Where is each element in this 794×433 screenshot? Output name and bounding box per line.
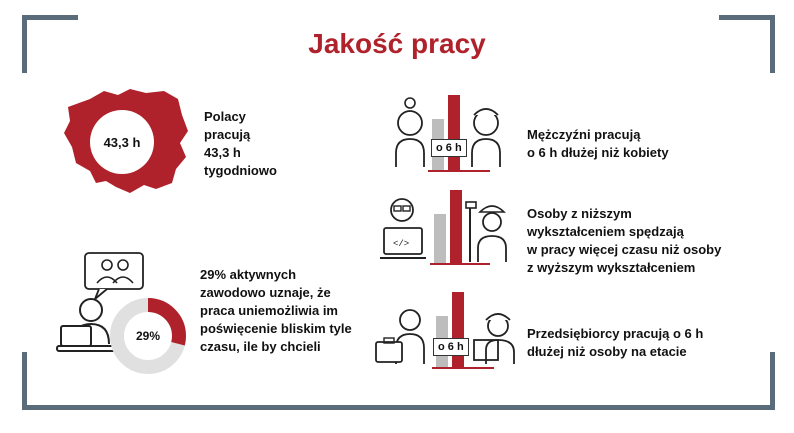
svg-text:</>: </>	[393, 239, 410, 249]
frame-top-right	[719, 15, 775, 20]
gender-text	[527, 126, 669, 162]
poland-line: Polacy	[204, 109, 246, 124]
education-line: wykształceniem spędzają	[527, 224, 684, 239]
family-line: praca uniemożliwia im	[200, 303, 338, 318]
man-icon	[472, 109, 500, 167]
gender-line: Mężczyźni pracują	[527, 127, 641, 142]
education-line: w pracy więcej czasu niż osoby	[527, 242, 722, 257]
frame-left-bottom	[22, 352, 27, 410]
businessman-icon	[376, 310, 424, 364]
woman-icon	[396, 98, 424, 167]
education-line: Osoby z niższym	[527, 206, 632, 221]
poland-line: tygodniowo	[204, 163, 277, 178]
family-text	[200, 266, 352, 356]
poland-line: pracują	[204, 127, 251, 142]
family-line: 29% aktywnych	[200, 267, 297, 282]
education-illustration	[380, 188, 522, 268]
gender-line: o 6 h dłużej niż kobiety	[527, 145, 669, 160]
poland-value-circle: 43,3 h	[90, 110, 154, 174]
bar-lower-education	[450, 190, 462, 264]
bar-higher-education	[434, 214, 446, 264]
family-line: poświęcenie bliskim tyle	[200, 321, 352, 336]
donut-percent-label: 29%	[135, 329, 161, 343]
entrepreneurs-illustration	[374, 290, 522, 370]
gender-badge: o 6 h	[431, 139, 467, 157]
courier-icon	[474, 314, 514, 364]
frame-bottom	[22, 405, 775, 410]
entrepreneurs-text	[527, 325, 703, 361]
bar-men	[448, 95, 460, 171]
bar-entrepreneurs	[452, 292, 464, 368]
worker-icon	[466, 202, 506, 262]
gender-illustration	[386, 93, 522, 173]
entrepreneurs-line: dłużej niż osoby na etacie	[527, 344, 687, 359]
education-line: z wyższym wykształceniem	[527, 260, 696, 275]
family-line: zawodowo uznaje, że	[200, 285, 331, 300]
frame-right-bottom	[770, 352, 775, 410]
programmer-icon	[380, 199, 426, 258]
entrepreneurs-line: Przedsiębiorcy pracują o 6 h	[527, 326, 704, 341]
page-title: Jakość pracy	[308, 28, 486, 59]
frame-top-left	[22, 15, 78, 20]
education-text	[527, 205, 721, 277]
entrepreneurs-badge: o 6 h	[433, 338, 469, 356]
poland-line: 43,3 h	[204, 145, 241, 160]
family-line: czasu, ile by chcieli	[200, 339, 321, 354]
poland-text	[204, 108, 277, 180]
